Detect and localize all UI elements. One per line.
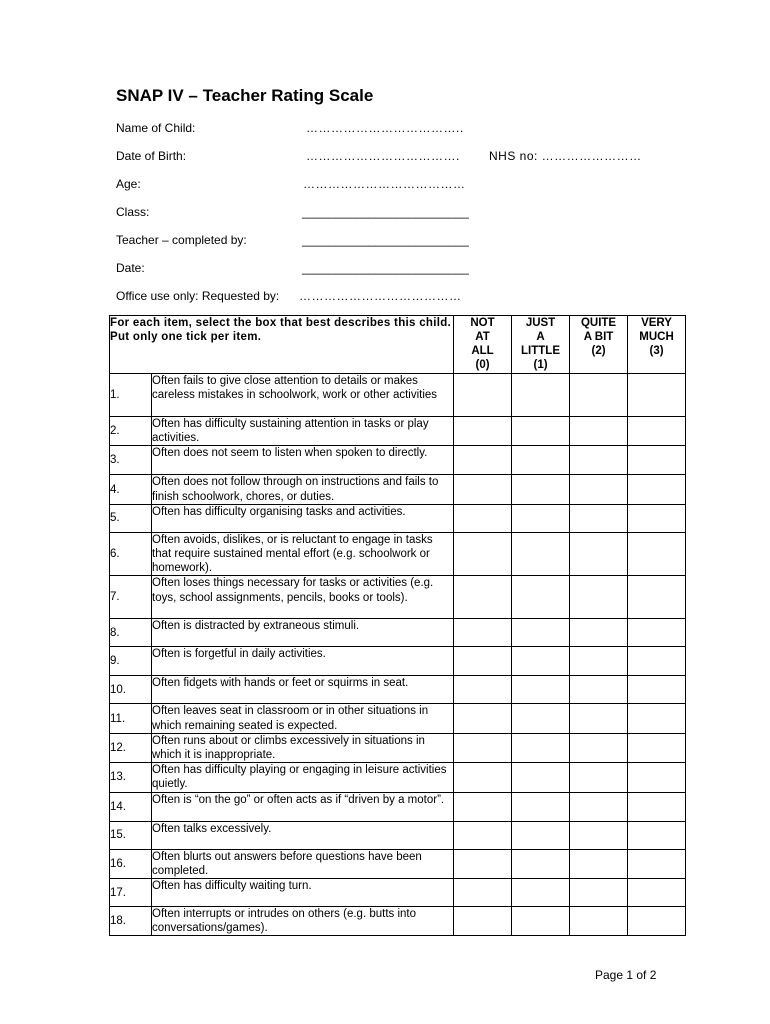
table-row <box>110 446 686 475</box>
item-text: Often has difficulty organising tasks and activities. <box>152 504 454 532</box>
date-field[interactable]: _________________________ <box>302 261 469 275</box>
tick-box-just-a-little[interactable] <box>512 907 570 936</box>
tick-box-quite-a-bit[interactable] <box>570 417 628 446</box>
tick-box-very-much[interactable] <box>628 504 686 532</box>
tick-box-just-a-little[interactable] <box>512 417 570 446</box>
option-label-line: (2) <box>591 345 606 357</box>
item-number: 2. <box>110 417 152 446</box>
table-row <box>110 733 686 762</box>
teacher-field[interactable]: _________________________ <box>302 233 469 247</box>
tick-box-just-a-little[interactable] <box>512 733 570 762</box>
tick-box-not-at-all[interactable] <box>454 763 512 792</box>
tick-box-very-much[interactable] <box>628 619 686 647</box>
tick-box-quite-a-bit[interactable] <box>570 849 628 878</box>
date-of-birth-field[interactable]: ………………………………. <box>306 149 460 163</box>
tick-box-not-at-all[interactable] <box>454 576 512 619</box>
item-number: 12. <box>110 733 152 762</box>
option-label-line: NOT <box>470 317 495 329</box>
item-number: 17. <box>110 879 152 907</box>
date-label: Date: <box>116 261 145 275</box>
tick-box-not-at-all[interactable] <box>454 475 512 504</box>
tick-box-not-at-all[interactable] <box>454 733 512 762</box>
table-row <box>110 532 686 576</box>
option-label-line: (1) <box>533 359 548 371</box>
office-use-field[interactable]: ………………………………… <box>299 289 462 303</box>
option-label-line: A <box>536 331 545 343</box>
table-row <box>110 576 686 619</box>
tick-box-quite-a-bit[interactable] <box>570 475 628 504</box>
item-number: 5. <box>110 504 152 532</box>
tick-box-very-much[interactable] <box>628 821 686 849</box>
tick-box-not-at-all[interactable] <box>454 619 512 647</box>
tick-box-not-at-all[interactable] <box>454 417 512 446</box>
tick-box-very-much[interactable] <box>628 532 686 576</box>
item-text: Often runs about or climbs excessively in situations in which it is inappropriate. <box>152 733 454 762</box>
tick-box-very-much[interactable] <box>628 446 686 475</box>
age-label: Age: <box>116 177 141 191</box>
rating-table <box>109 315 686 936</box>
class-field[interactable]: _________________________ <box>302 205 469 219</box>
tick-box-just-a-little[interactable] <box>512 446 570 475</box>
item-number: 15. <box>110 821 152 849</box>
page-number: Page 1 of 2 <box>595 968 657 982</box>
tick-box-just-a-little[interactable] <box>512 821 570 849</box>
tick-box-not-at-all[interactable] <box>454 821 512 849</box>
tick-box-not-at-all[interactable] <box>454 792 512 821</box>
tick-box-not-at-all[interactable] <box>454 374 512 417</box>
tick-box-very-much[interactable] <box>628 417 686 446</box>
tick-box-just-a-little[interactable] <box>512 676 570 704</box>
item-text: Often fidgets with hands or feet or squirms in seat. <box>152 676 454 704</box>
tick-box-just-a-little[interactable] <box>512 763 570 792</box>
option-label-line: VERY <box>641 317 672 329</box>
tick-box-very-much[interactable] <box>628 733 686 762</box>
page-title: SNAP IV – Teacher Rating Scale <box>116 86 374 105</box>
tick-box-not-at-all[interactable] <box>454 704 512 733</box>
option-label-line: (3) <box>649 345 664 357</box>
tick-box-just-a-little[interactable] <box>512 879 570 907</box>
table-row <box>110 676 686 704</box>
tick-box-very-much[interactable] <box>628 792 686 821</box>
table-row <box>110 374 686 417</box>
tick-box-not-at-all[interactable] <box>454 676 512 704</box>
table-row <box>110 792 686 821</box>
item-number: 4. <box>110 475 152 504</box>
tick-box-very-much[interactable] <box>628 763 686 792</box>
tick-box-quite-a-bit[interactable] <box>570 446 628 475</box>
tick-box-quite-a-bit[interactable] <box>570 704 628 733</box>
tick-box-quite-a-bit[interactable] <box>570 647 628 676</box>
item-text: Often is forgetful in daily activities. <box>152 647 454 676</box>
table-row <box>110 907 686 936</box>
tick-box-quite-a-bit[interactable] <box>570 504 628 532</box>
table-row <box>110 879 686 907</box>
option-header-quite-a-bit <box>570 316 628 374</box>
tick-box-just-a-little[interactable] <box>512 504 570 532</box>
tick-box-just-a-little[interactable] <box>512 475 570 504</box>
item-number: 10. <box>110 676 152 704</box>
office-use-label: Office use only: Requested by: <box>116 289 280 303</box>
name-of-child-label: Name of Child: <box>116 121 196 135</box>
option-header-not-at-all <box>454 316 512 374</box>
tick-box-not-at-all[interactable] <box>454 849 512 878</box>
tick-box-quite-a-bit[interactable] <box>570 532 628 576</box>
tick-box-just-a-little[interactable] <box>512 704 570 733</box>
tick-box-not-at-all[interactable] <box>454 446 512 475</box>
table-row <box>110 763 686 792</box>
item-number: 1. <box>110 374 152 417</box>
tick-box-just-a-little[interactable] <box>512 374 570 417</box>
tick-box-just-a-little[interactable] <box>512 792 570 821</box>
table-row <box>110 417 686 446</box>
tick-box-quite-a-bit[interactable] <box>570 676 628 704</box>
item-text: Often interrupts or intrudes on others (e.g. butts into conversations/games). <box>152 907 454 936</box>
tick-box-just-a-little[interactable] <box>512 532 570 576</box>
item-number: 18. <box>110 907 152 936</box>
table-row <box>110 475 686 504</box>
item-text: Often blurts out answers before questions have been completed. <box>152 849 454 878</box>
table-row <box>110 849 686 878</box>
tick-box-quite-a-bit[interactable] <box>570 792 628 821</box>
tick-box-just-a-little[interactable] <box>512 576 570 619</box>
name-of-child-field[interactable]: ……………………………….. <box>306 121 464 135</box>
item-text: Often avoids, dislikes, or is reluctant to engage in tasks that require sustained mental effort (e.g. schoolwork or homework). <box>152 532 454 576</box>
option-label-line: (0) <box>475 359 490 371</box>
item-number: 13. <box>110 763 152 792</box>
item-number: 9. <box>110 647 152 676</box>
item-text: Often is distracted by extraneous stimuli. <box>152 619 454 647</box>
tick-box-very-much[interactable] <box>628 879 686 907</box>
item-number: 11. <box>110 704 152 733</box>
table-row <box>110 619 686 647</box>
table-row <box>110 647 686 676</box>
option-header-very-much <box>628 316 686 374</box>
item-number: 14. <box>110 792 152 821</box>
item-number: 8. <box>110 619 152 647</box>
tick-box-not-at-all[interactable] <box>454 504 512 532</box>
option-label-line: A BIT <box>583 331 614 343</box>
item-number: 16. <box>110 849 152 878</box>
tick-box-very-much[interactable] <box>628 704 686 733</box>
tick-box-very-much[interactable] <box>628 647 686 676</box>
tick-box-not-at-all[interactable] <box>454 879 512 907</box>
tick-box-not-at-all[interactable] <box>454 532 512 576</box>
tick-box-quite-a-bit[interactable] <box>570 907 628 936</box>
tick-box-just-a-little[interactable] <box>512 619 570 647</box>
item-number: 6. <box>110 532 152 576</box>
table-instruction: For each item, select the box that best describes this child. Put only one tick per item. <box>110 316 454 374</box>
tick-box-just-a-little[interactable] <box>512 647 570 676</box>
item-number: 3. <box>110 446 152 475</box>
tick-box-quite-a-bit[interactable] <box>570 576 628 619</box>
option-header-just-a-little <box>512 316 570 374</box>
item-number: 7. <box>110 576 152 619</box>
item-text: Often does not seem to listen when spoken to directly. <box>152 446 454 475</box>
tick-box-just-a-little[interactable] <box>512 849 570 878</box>
class-label: Class: <box>116 205 150 219</box>
option-label-line: MUCH <box>639 331 674 343</box>
tick-box-very-much[interactable] <box>628 475 686 504</box>
teacher-label: Teacher – completed by: <box>116 233 247 247</box>
tick-box-quite-a-bit[interactable] <box>570 619 628 647</box>
tick-box-quite-a-bit[interactable] <box>570 374 628 417</box>
tick-box-not-at-all[interactable] <box>454 907 512 936</box>
tick-box-quite-a-bit[interactable] <box>570 821 628 849</box>
option-label-line: AT <box>475 331 490 343</box>
tick-box-very-much[interactable] <box>628 907 686 936</box>
option-label-line: LITTLE <box>521 345 560 357</box>
option-label-line: ALL <box>471 345 494 357</box>
nhs-number-field[interactable]: NHS no: …………………… <box>489 149 642 163</box>
age-field[interactable]: ………………………………… <box>303 177 466 191</box>
item-text: Often has difficulty sustaining attention in tasks or play activities. <box>152 417 454 446</box>
tick-box-quite-a-bit[interactable] <box>570 879 628 907</box>
table-row <box>110 821 686 849</box>
tick-box-quite-a-bit[interactable] <box>570 733 628 762</box>
item-text: Often does not follow through on instructions and fails to finish schoolwork, chores, or duties. <box>152 475 454 504</box>
option-label-line: QUITE <box>580 317 617 329</box>
tick-box-very-much[interactable] <box>628 676 686 704</box>
item-text: Often is “on the go” or often acts as if “driven by a motor”. <box>152 792 454 821</box>
option-label-line: JUST <box>525 317 556 329</box>
item-text: Often loses things necessary for tasks or activities (e.g. toys, school assignments, pencils, books or tools). <box>152 576 454 619</box>
table-row <box>110 704 686 733</box>
date-of-birth-label: Date of Birth: <box>116 149 187 163</box>
table-row <box>110 504 686 532</box>
item-text: Often has difficulty waiting turn. <box>152 879 454 907</box>
item-text: Often fails to give close attention to details or makes careless mistakes in schoolwork, work or other activities <box>152 374 454 417</box>
tick-box-very-much[interactable] <box>628 374 686 417</box>
item-text: Often leaves seat in classroom or in other situations in which remaining seated is expected. <box>152 704 454 733</box>
tick-box-not-at-all[interactable] <box>454 647 512 676</box>
tick-box-very-much[interactable] <box>628 849 686 878</box>
table-header-row <box>110 316 686 374</box>
tick-box-very-much[interactable] <box>628 576 686 619</box>
item-text: Often talks excessively. <box>152 821 454 849</box>
item-text: Often has difficulty playing or engaging in leisure activities quietly. <box>152 763 454 792</box>
tick-box-quite-a-bit[interactable] <box>570 763 628 792</box>
